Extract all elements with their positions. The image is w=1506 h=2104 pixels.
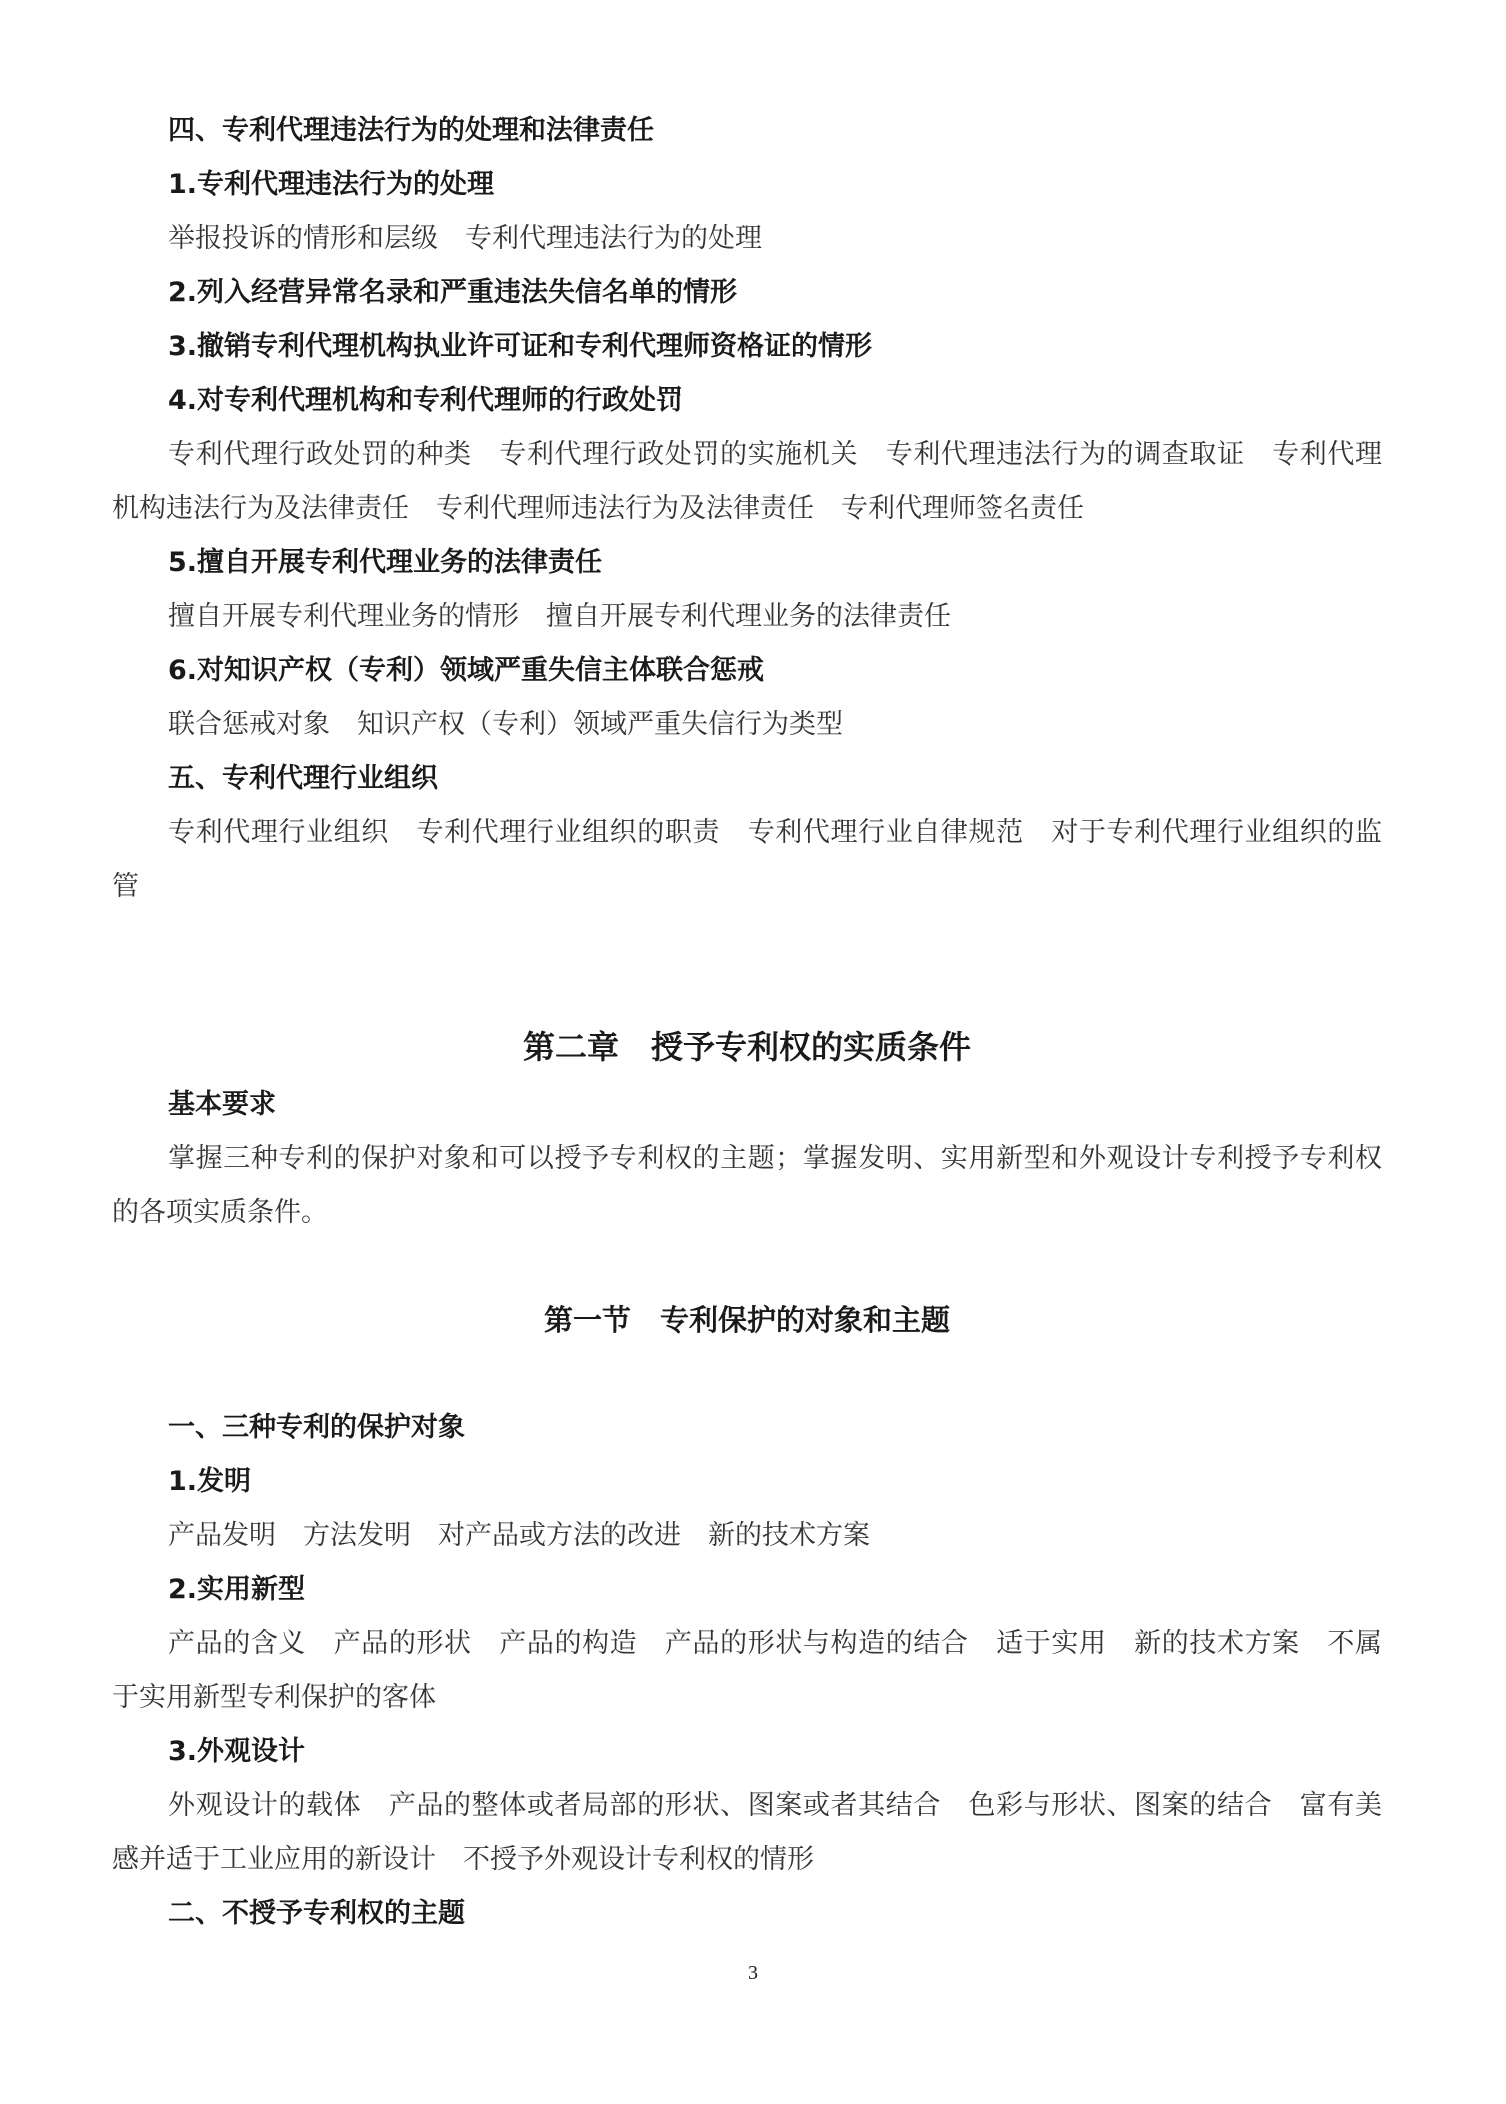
chapter-title: 第二章 授予专利权的实质条件 <box>522 1028 971 1066</box>
paragraph-4-6: 联合惩戒对象 知识产权（专利）领域严重失信行为类型 <box>168 709 843 740</box>
section-title: 第一节 专利保护的对象和主题 <box>543 1303 950 1337</box>
heading-1: 一、三种专利的保护对象 <box>168 1412 465 1443</box>
heading-1-3: 3.外观设计 <box>168 1736 306 1767</box>
heading-section-5: 五、专利代理行业组织 <box>168 763 438 794</box>
heading-4-5: 5.擅自开展专利代理业务的法律责任 <box>168 547 603 578</box>
heading-4-1: 1.专利代理违法行为的处理 <box>168 169 495 200</box>
heading-4-6: 6.对知识产权（专利）领域严重失信主体联合惩戒 <box>168 655 765 686</box>
spacer <box>112 1347 1382 1401</box>
heading-1-2: 2.实用新型 <box>168 1574 306 1605</box>
paragraph-1-3: 外观设计的载体 产品的整体或者局部的形状、图案或者其结合 色彩与形状、图案的结合 富有美感并适于工业应用的新设计 不授予外观设计专利权的情形 <box>112 1790 1382 1875</box>
paragraph-4-5: 擅自开展专利代理业务的情形 擅自开展专利代理业务的法律责任 <box>168 601 951 632</box>
page-content <box>112 104 1382 1941</box>
paragraph-5: 专利代理行业组织 专利代理行业组织的职责 专利代理行业自律规范 对于专利代理行业组织的监管 <box>112 817 1382 902</box>
paragraph-4-4: 专利代理行政处罚的种类 专利代理行政处罚的实施机关 专利代理违法行为的调查取证 专利代理机构违法行为及法律责任 专利代理师违法行为及法律责任 专利代理师签名责任 <box>112 439 1382 524</box>
paragraph-4-1: 举报投诉的情形和层级 专利代理违法行为的处理 <box>168 223 762 254</box>
spacer <box>112 914 1382 1020</box>
heading-4-4: 4.对专利代理机构和专利代理师的行政处罚 <box>168 385 684 416</box>
paragraph-1-1: 产品发明 方法发明 对产品或方法的改进 新的技术方案 <box>168 1520 870 1551</box>
heading-4-3: 3.撤销专利代理机构执业许可证和专利代理师资格证的情形 <box>168 331 873 362</box>
heading-4-2: 2.列入经营异常名录和严重违法失信名单的情形 <box>168 277 738 308</box>
heading-2: 二、不授予专利权的主题 <box>168 1898 465 1929</box>
page-number: 3 <box>748 1962 758 1984</box>
heading-section-4: 四、专利代理违法行为的处理和法律责任 <box>168 115 654 146</box>
heading-1-1: 1.发明 <box>168 1466 252 1497</box>
spacer <box>112 1240 1382 1293</box>
basic-requirements-heading: 基本要求 <box>168 1089 276 1120</box>
basic-requirements-text: 掌握三种专利的保护对象和可以授予专利权的主题；掌握发明、实用新型和外观设计专利授予专利权的各项实质条件。 <box>112 1143 1382 1228</box>
paragraph-1-2: 产品的含义 产品的形状 产品的构造 产品的形状与构造的结合 适于实用 新的技术方案 不属于实用新型专利保护的客体 <box>112 1628 1382 1713</box>
